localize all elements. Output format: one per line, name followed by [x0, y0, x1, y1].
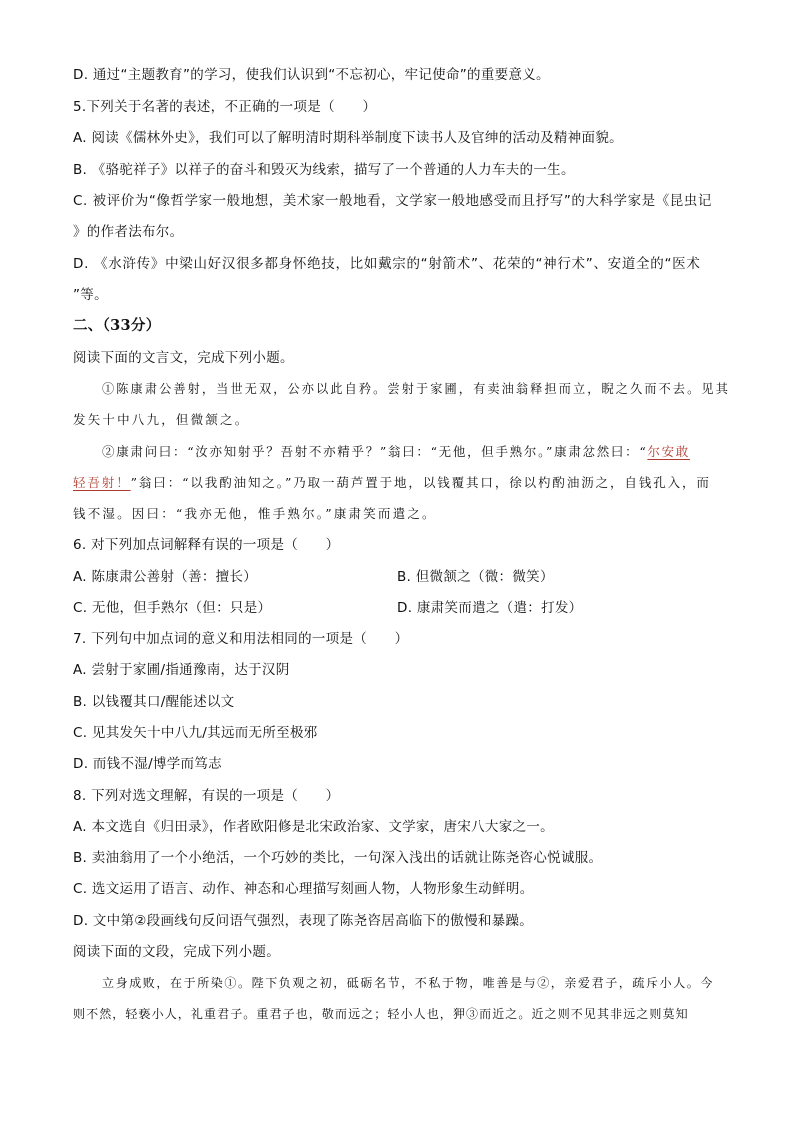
passage-para2-line3: 钱不湿。因曰：“我亦无他，惟手熟尔。”康肃笑而遣之。: [73, 506, 437, 521]
q5-option-a: A. 阅读《儒林外史》，我们可以了解明清时期科举制度下读书人及官绅的活动及精神面貌。: [73, 130, 623, 146]
section-2-heading: 二、（33分）: [73, 317, 161, 334]
underlined-sentence-part1: 尔安敢: [647, 444, 691, 459]
q5-option-c-line1: C. 被评价为“像哲学家一般地想，美术家一般地看，文学家一般地感受而且抒写”的大科学家是《昆虫记: [73, 193, 712, 209]
passage-para2-line1: [102, 442, 690, 462]
q8-option-d: D. 文中第②段画线句反问语气强烈，表现了陈尧咨居高临下的傲慢和暴躁。: [73, 913, 534, 929]
q6-option-d: D. 康肃笑而遣之（遣：打发）: [397, 600, 583, 616]
passage-para2-line2: [73, 473, 711, 493]
q7-option-c: C. 见其发矢十中八九/其远而无所至极邪: [73, 725, 318, 741]
passage-para1-line1: ①陈康肃公善射，当世无双，公亦以此自矜。尝射于家圃，有卖油翁释担而立，睨之久而不去。见其: [102, 381, 730, 396]
q8-option-b: B. 卖油翁用了一个小绝活，一个巧妙的类比，一句深入浅出的话就让陈尧咨心悦诚服。: [73, 850, 603, 866]
underlined-sentence-part2: 轻吾射！: [73, 475, 131, 490]
question-8-stem: 8. 下列对选文理解，有误的一项是（ ）: [73, 788, 340, 804]
q6-option-a: A. 陈康肃公善射（善：擅长）: [73, 569, 258, 585]
q7-option-b: B. 以钱覆其口/醒能述以文: [73, 694, 235, 710]
reading-line1: 立身成败，在于所染①。陛下负观之初，砥砺名节，不私于物，唯善是与②，亲爱君子，疏斥小人。今: [102, 976, 715, 990]
q8-option-a: A. 本文选自《归田录》，作者欧阳修是北宋政治家、文学家，唐宋八大家之一。: [73, 819, 554, 835]
para2-text: ”翁曰：“以我酌油知之。”乃取一葫芦置于地，以钱覆其口，徐以杓酌油沥之，自钱孔入，而: [130, 475, 711, 490]
q4-option-d: D. 通过“主题教育”的学习，使我们认识到“不忘初心，牢记使命”的重要意义。: [73, 67, 550, 83]
q5-option-c-line2: 》的作者法布尔。: [73, 224, 184, 240]
passage-para1-line2: 发矢十中八九，但微颔之。: [73, 412, 250, 427]
question-5-stem: 5.下列关于名著的表述，不正确的一项是（ ）: [73, 99, 377, 115]
q5-option-d-line2: ”等。: [73, 287, 108, 303]
question-6-stem: 6. 对下列加点词解释有误的一项是（ ）: [73, 537, 340, 553]
q8-option-c: C. 选文运用了语言、动作、神态和心理描写刻画人物，人物形象生动鲜明。: [73, 881, 534, 897]
para2-text: ②康肃问曰：“汝亦知射乎？吾射不亦精乎？”翁曰：“无他，但手熟尔。”康肃忿然曰：“: [102, 444, 648, 459]
q7-option-d: D. 而钱不湿/博学而笃志: [73, 756, 222, 772]
q5-option-d-line1: D. 《水浒传》中梁山好汉很多都身怀绝技，比如戴宗的“射箭术”、花荣的“神行术”、安道全的“医术: [73, 256, 701, 272]
q6-option-b: B. 但微颔之（微：微笑）: [397, 569, 554, 585]
reading-line2: 则不然，轻亵小人，礼重君子。重君子也，敬而远之；轻小人也，狎③而近之。近之则不见其非远之则莫知: [73, 1007, 689, 1021]
q5-option-b: B. 《骆驼祥子》以祥子的奋斗和毁灭为线索，描写了一个普通的人力车夫的一生。: [73, 162, 575, 178]
second-reading-intro: 阅读下面的文段，完成下列小题。: [73, 944, 280, 960]
q7-option-a: A. 尝射于家圃/指通豫南，达于汉阴: [73, 662, 290, 678]
q6-option-c: C. 无他，但手熟尔（但：只是）: [73, 600, 272, 616]
classical-reading-intro: 阅读下面的文言文，完成下列小题。: [73, 350, 294, 366]
question-7-stem: 7. 下列句中加点词的意义和用法相同的一项是（ ）: [73, 631, 409, 647]
